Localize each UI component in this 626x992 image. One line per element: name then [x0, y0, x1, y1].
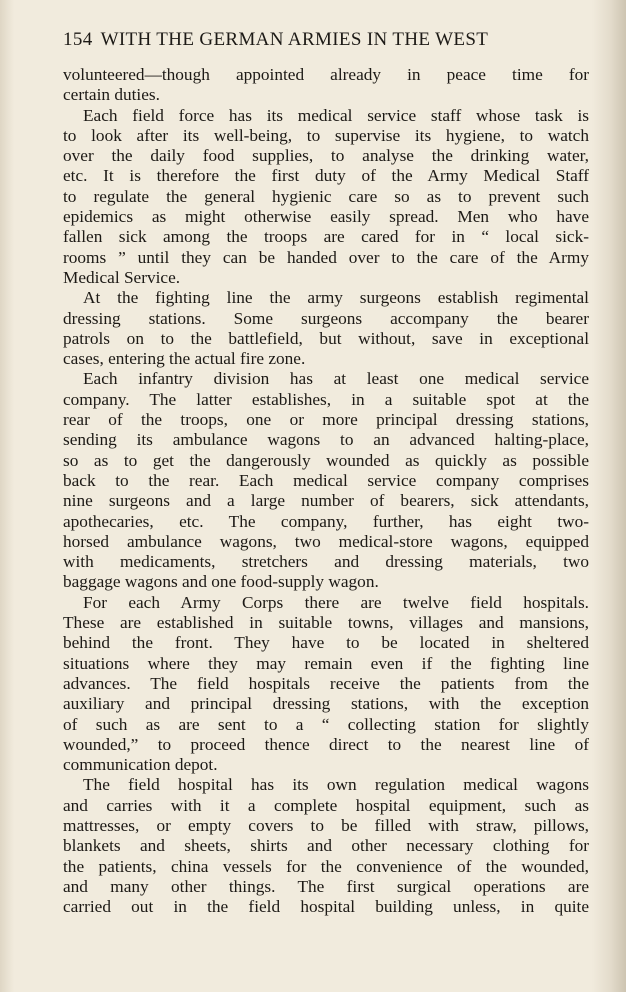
text-line: back to the rear. Each medical service company comprises: [63, 470, 589, 490]
text-line: wounded,” to proceed thence direct to the nearest line of: [63, 734, 589, 754]
text-line: so as to get the dangerously wounded as quickly as possible: [63, 450, 589, 470]
text-line: advances. The field hospitals receive the patients from the: [63, 673, 589, 693]
text-line: mattresses, or empty covers to be filled with straw, pillows,: [63, 815, 589, 835]
body-text: [63, 65, 589, 917]
text-line: For each Army Corps there are twelve field hospitals.: [83, 592, 589, 612]
text-line: sending its ambulance wagons to an advanced halting-place,: [63, 430, 589, 450]
text-line: epidemics as might otherwise easily spread. Men who have: [63, 207, 589, 227]
text-line: the patients, china vessels for the convenience of the wounded,: [63, 856, 589, 876]
text-line: The field hospital has its own regulation medical wagons: [83, 775, 589, 795]
page-gutter-shadow: [0, 0, 14, 992]
text-line: Each infantry division has at least one medical service: [83, 369, 589, 389]
running-header: [63, 29, 563, 53]
running-title: WITH THE GERMAN ARMIES IN THE WEST: [100, 29, 489, 50]
text-line: horsed ambulance wagons, two medical-store wagons, equipped: [63, 531, 589, 551]
text-line: rear of the troops, one or more principal dressing stations,: [63, 410, 589, 430]
text-line: baggage wagons and one food-supply wagon.: [63, 572, 379, 592]
text-line: dressing stations. Some surgeons accompany the bearer: [63, 308, 589, 328]
text-line: company. The latter establishes, in a suitable spot at the: [63, 389, 589, 409]
text-line: At the fighting line the army surgeons establish regimental: [83, 288, 589, 308]
text-line: behind the front. They have to be located in sheltered: [63, 633, 589, 653]
text-line: auxiliary and principal dressing stations, with the exception: [63, 694, 589, 714]
text-line: Each field force has its medical service staff whose task is: [83, 105, 589, 125]
text-line: volunteered—though appointed already in peace time for: [63, 65, 589, 84]
text-line: over the daily food supplies, to analyse the drinking water,: [63, 146, 589, 166]
page-number: 154: [63, 29, 93, 50]
text-line: of such as are sent to a “ collecting station for slightly: [63, 714, 589, 734]
text-line: communication depot.: [63, 755, 218, 775]
page-edge-shadow: [592, 0, 626, 992]
text-line: certain duties.: [63, 85, 160, 105]
text-line: blankets and sheets, shirts and other necessary clothing for: [63, 836, 589, 856]
text-line: and carries with it a complete hospital equipment, such as: [63, 795, 589, 815]
text-line: These are established in suitable towns, villages and mansions,: [63, 613, 589, 633]
text-line: nine surgeons and a large number of bearers, sick attendants,: [63, 491, 589, 511]
text-line: etc. It is therefore the first duty of the Army Medical Staff: [63, 166, 589, 186]
text-line: situations where they may remain even if the fighting line: [63, 653, 589, 673]
text-line: cases, entering the actual fire zone.: [63, 349, 306, 369]
text-line: to regulate the general hygienic care so as to prevent such: [63, 186, 589, 206]
text-line: carried out in the field hospital building unless, in quite: [63, 897, 589, 917]
text-line: fallen sick among the troops are cared for in “ local sick-: [63, 227, 589, 247]
text-line: and many other things. The first surgical operations are: [63, 876, 589, 896]
text-line: with medicaments, stretchers and dressing materials, two: [63, 552, 589, 572]
text-line: Medical Service.: [63, 267, 181, 287]
text-line: rooms ” until they can be handed over to the care of the Army: [63, 247, 589, 267]
text-line: to look after its well-being, to supervise its hygiene, to watch: [63, 125, 589, 145]
text-line: apothecaries, etc. The company, further, has eight two-: [63, 511, 589, 531]
text-line: patrols on to the battlefield, but without, save in exceptional: [63, 328, 589, 348]
